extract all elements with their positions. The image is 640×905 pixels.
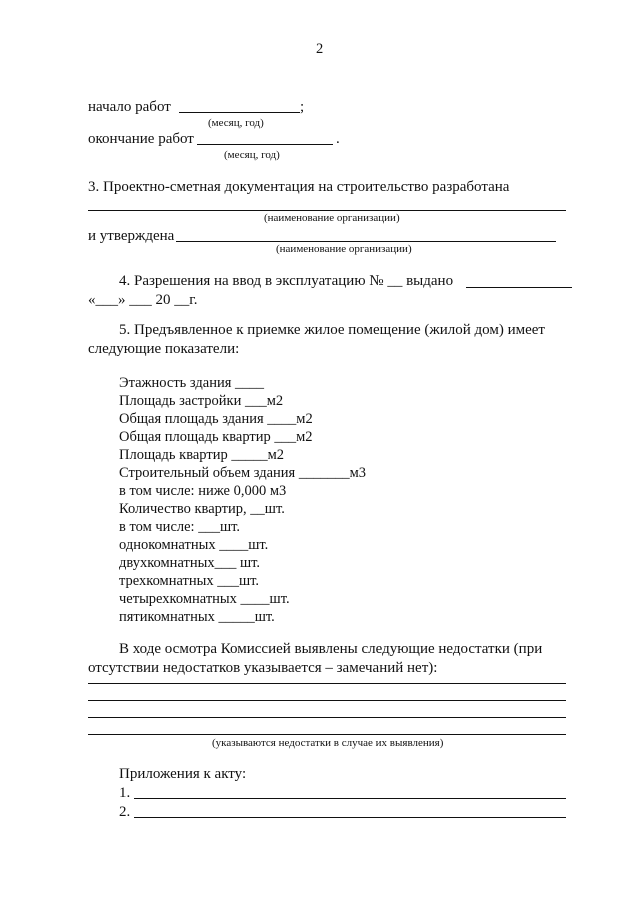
indicator-one-room: однокомнатных ____шт. bbox=[119, 537, 269, 553]
section4-line2: «___» ___ 20 __г. bbox=[88, 292, 198, 308]
indicator-four-room: четырехкомнатных ____шт. bbox=[119, 591, 290, 607]
indicator-including: в том числе: ___шт. bbox=[119, 519, 240, 535]
page-number: 2 bbox=[316, 41, 324, 57]
indicator-two-room: двухкомнатных___ шт. bbox=[119, 555, 261, 571]
work-end-label: окончание работ bbox=[88, 131, 194, 147]
defects-hint: (указываются недостатки в случае их выявления) bbox=[212, 737, 444, 749]
indicator-building-area: Площадь застройки ___м2 bbox=[119, 393, 284, 409]
work-start-hint: (месяц, год) bbox=[208, 117, 264, 129]
section5-line1: 5. Предъявленное к приемке жилое помещение (жилой дом) имеет bbox=[119, 322, 545, 338]
work-end-hint: (месяц, год) bbox=[224, 149, 280, 161]
approved-org-line bbox=[176, 241, 556, 242]
attachment-item-1-number: 1. bbox=[119, 785, 131, 801]
attachment-item-2-number: 2. bbox=[119, 804, 131, 820]
indicator-three-room: трехкомнатных ___шт. bbox=[119, 573, 260, 589]
work-start-tail: ; bbox=[300, 99, 305, 115]
defects-line-1 bbox=[88, 683, 566, 684]
attachment-item-1-line bbox=[134, 798, 566, 799]
indicator-building-volume: Строительный объем здания _______м3 bbox=[119, 465, 367, 481]
indicator-total-area: Общая площадь здания ____м2 bbox=[119, 411, 313, 427]
section3-org-line bbox=[88, 210, 566, 211]
approved-label: и утверждена bbox=[88, 228, 175, 244]
indicator-floors: Этажность здания ____ bbox=[119, 375, 265, 391]
indicator-volume-below-zero: в том числе: ниже 0,000 м3 bbox=[119, 483, 287, 499]
section5-line2: следующие показатели: bbox=[88, 341, 240, 357]
section3-text: 3. Проектно-сметная документация на строительство разработана bbox=[88, 179, 510, 195]
work-start-label: начало работ bbox=[88, 99, 171, 115]
section3-hint2: (наименование организации) bbox=[276, 243, 412, 255]
work-end-field-line bbox=[197, 144, 333, 145]
section3-hint1: (наименование организации) bbox=[264, 212, 400, 224]
defects-line-3 bbox=[88, 717, 566, 718]
work-end-tail: . bbox=[336, 131, 340, 147]
section4-line1: 4. Разрешения на ввод в эксплуатацию № __ выдано bbox=[119, 273, 454, 289]
attachments-title: Приложения к акту: bbox=[119, 766, 247, 782]
defects-line2: отсутствии недостатков указывается – замечаний нет): bbox=[88, 660, 438, 676]
indicator-five-room: пятикомнатных _____шт. bbox=[119, 609, 275, 625]
indicator-apartment-count: Количество квартир, __шт. bbox=[119, 501, 285, 517]
indicator-apartments-area: Площадь квартир _____м2 bbox=[119, 447, 285, 463]
indicator-apartments-total-area: Общая площадь квартир ___м2 bbox=[119, 429, 313, 445]
defects-line1: В ходе осмотра Комиссией выявлены следующие недостатки (при bbox=[119, 641, 543, 657]
attachment-item-2-line bbox=[134, 817, 566, 818]
section4-issuer-line bbox=[466, 287, 572, 288]
defects-line-4 bbox=[88, 734, 566, 735]
defects-line-2 bbox=[88, 700, 566, 701]
work-start-field-line bbox=[179, 112, 300, 113]
